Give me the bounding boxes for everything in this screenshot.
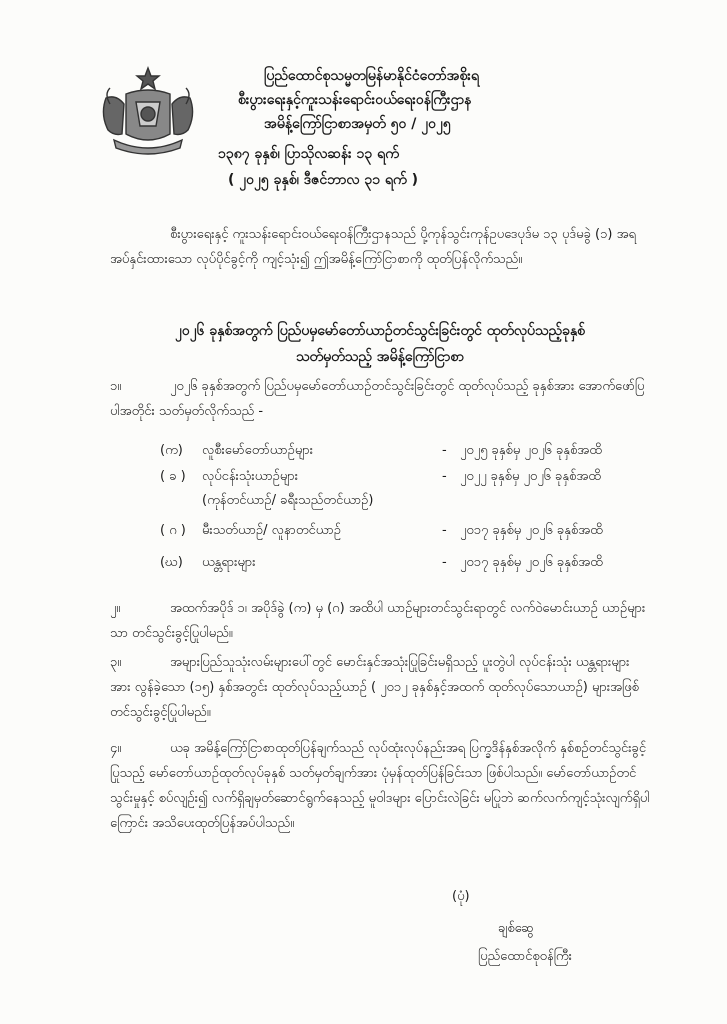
item-text: မီးသတ်ယာဉ်/ လူနာတင်ယာဉ် [202,523,341,538]
signatory-name: ချစ်ဆွေ [498,921,534,936]
item-dash: - [442,555,447,570]
paragraph-number: ၂။ [110,601,121,616]
vehicle-year-list [160,438,660,576]
paragraph-text: အများပြည်သူသုံးလမ်းများပေါ်တွင် မောင်းနှင်အသုံးပြုခြင်းမရှိသည့် ပူးတွဲပါ လုပ်ငန်းသုံး ယန္တရားများအား လွန်ခဲ့သော (၁၅) နှစ်အတွင်း ထုတ်လုပ်သည့်ယာဉ် ( ၂၀၁၂ ခုနှစ်နှင့်အထက် ထုတ်လုပ်သောယာဉ်) များအဖြစ် တင်သွင်းခွင့်ပြုပါမည်။ [110,655,639,720]
subject-heading [140,318,620,370]
list-item [160,550,660,576]
item-text: လူစီးမော်တော်ယာဉ်များ [202,443,313,458]
intro-text: စီးပွားရေးနှင့် ကူးသန်းရောင်းဝယ်ရေးဝန်ကြီးဌာနသည် ပို့ကုန်သွင်းကုန်ဥပဒေပုဒ်မ ၁၃ ပုဒ်မခွဲ (၁) အရ အပ်နှင်းထားသော လုပ်ပိုင်ခွင့်ကို ကျင့်သုံး၍ ဤအမိန့်ကြော်ငြာစာကို ထုတ်ပြန်လိုက်သည်။ [110,227,636,267]
list-item [160,464,660,490]
item-label: (က) [160,443,183,458]
paragraph-number: ၁။ [110,379,122,394]
paragraph-text: ယခု အမိန့်ကြော်ငြာစာထုတ်ပြန်ချက်သည် လုပ်ထုံးလုပ်နည်းအရ ပြက္ခဒိန်နှစ်အလိုက် နှစ်စဉ်တင်သွင်းခွင့်ပြုသည့် မော်တော်ယာဉ်ထုတ်လုပ်ခုနှစ် သတ်မှတ်ချက်အား ပုံမှန်ထုတ်ပြန်ခြင်းသာ ဖြစ်ပါသည်။ မော်တော်ယာဉ်တင်သွင်းမှုနှင့် စပ်လျဉ်း၍ လက်ရှိချမှတ်ဆောင်ရွက်နေသည့် မူဝါဒများ ပြောင်းလဲခြင်း မပြုဘဲ ဆက်လက်ကျင့်သုံးလျက်ရှိပါကြောင်း အသိပေးထုတ်ပြန်အပ်ပါသည်။ [110,741,650,831]
paragraph-text: အထက်အပိုဒ် ၁၊ အပိုဒ်ခွဲ (က) မှ (ဂ) အထိပါ ယာဉ်များတင်သွင်းရာတွင် လက်ဝဲမောင်းယာဉ် ယာဉ်များသာ တင်သွင်းခွင့်ပြုပါမည်။ [110,601,646,641]
paragraph-text: ၂၀၂၆ ခုနှစ်အတွက် ပြည်ပမှမော်တော်ယာဉ်တင်သွင်းခြင်းတွင် ထုတ်လုပ်သည့် ခုနှစ်အား အောက်ဖော်ပြပါအတိုင်း သတ်မှတ်လိုက်သည် - [110,379,645,419]
paragraph-4 [110,736,650,836]
notification-number: အမိန့်ကြော်ငြာစာအမှတ် ၅၀ / ၂၀၂၅ [264,116,451,132]
letterhead [218,64,658,192]
item-text: လုပ်ငန်းသုံးယာဉ်များ [202,469,299,484]
paragraph-2 [110,596,650,646]
signed-mark: (ပုံ) [452,889,470,904]
paragraph-number: ၃။ [110,655,122,670]
subject-line-2: သတ်မှတ်သည့် အမိန့်ကြော်ငြာစာ [295,349,465,365]
signatory-title: ပြည်ထောင်စုဝန်ကြီး [478,949,572,964]
ministry-name: စီးပွားရေးနှင့်ကူးသန်းရောင်းဝယ်ရေးဝန်ကြီးဌာန [238,92,472,108]
gregorian-date: ( ၂၀၂၅ ခုနှစ်၊ ဒီဇင်ဘာလ ၃၁ ရက် ) [228,172,418,188]
item-range: ၂၀၂၂ ခုနှစ်မှ ၂၀၂၆ ခုနှစ်အထိ [460,469,601,484]
item-label: ( ခ ) [160,469,186,484]
paragraph-number: ၄။ [110,741,122,756]
myanmar-date: ၁၃၈၇ ခုနှစ်၊ ပြာသိုလဆန်း ၁၃ ရက် [218,146,399,162]
government-name: ပြည်ထောင်စုသမ္မတမြန်မာနိုင်ငံတော်အစိုးရ [264,68,479,84]
item-dash: - [442,443,447,458]
list-item-sub [160,490,660,512]
item-dash: - [442,469,447,484]
item-label: ( ဂ ) [160,523,186,538]
subject-line-1: ၂၀၂၆ ခုနှစ်အတွက် ပြည်ပမှမော်တော်ယာဉ်တင်သွင်းခြင်းတွင် ထုတ်လုပ်သည့်ခုနှစ် [174,323,586,339]
item-dash: - [442,523,447,538]
list-item [160,438,660,464]
paragraph-1 [110,374,650,424]
list-item [160,518,660,544]
item-range: ၂၀၁၇ ခုနှစ်မှ ၂၀၂၆ ခုနှစ်အထိ [460,555,603,570]
item-range: ၂၀၂၅ ခုနှစ်မှ ၂၀၂၆ ခုနှစ်အထိ [460,443,602,458]
item-subtext: (ကုန်တင်ယာဉ်/ ခရီးသည်တင်ယာဉ်) [202,493,374,508]
paragraph-3 [110,650,650,725]
item-range: ၂၀၁၇ ခုနှစ်မှ ၂၀၂၆ ခုနှစ်အထိ [460,523,603,538]
intro-paragraph [110,222,650,272]
state-emblem-icon [96,64,200,160]
item-label: (ဃ) [160,555,183,570]
item-text: ယန္တရားများ [202,555,256,570]
